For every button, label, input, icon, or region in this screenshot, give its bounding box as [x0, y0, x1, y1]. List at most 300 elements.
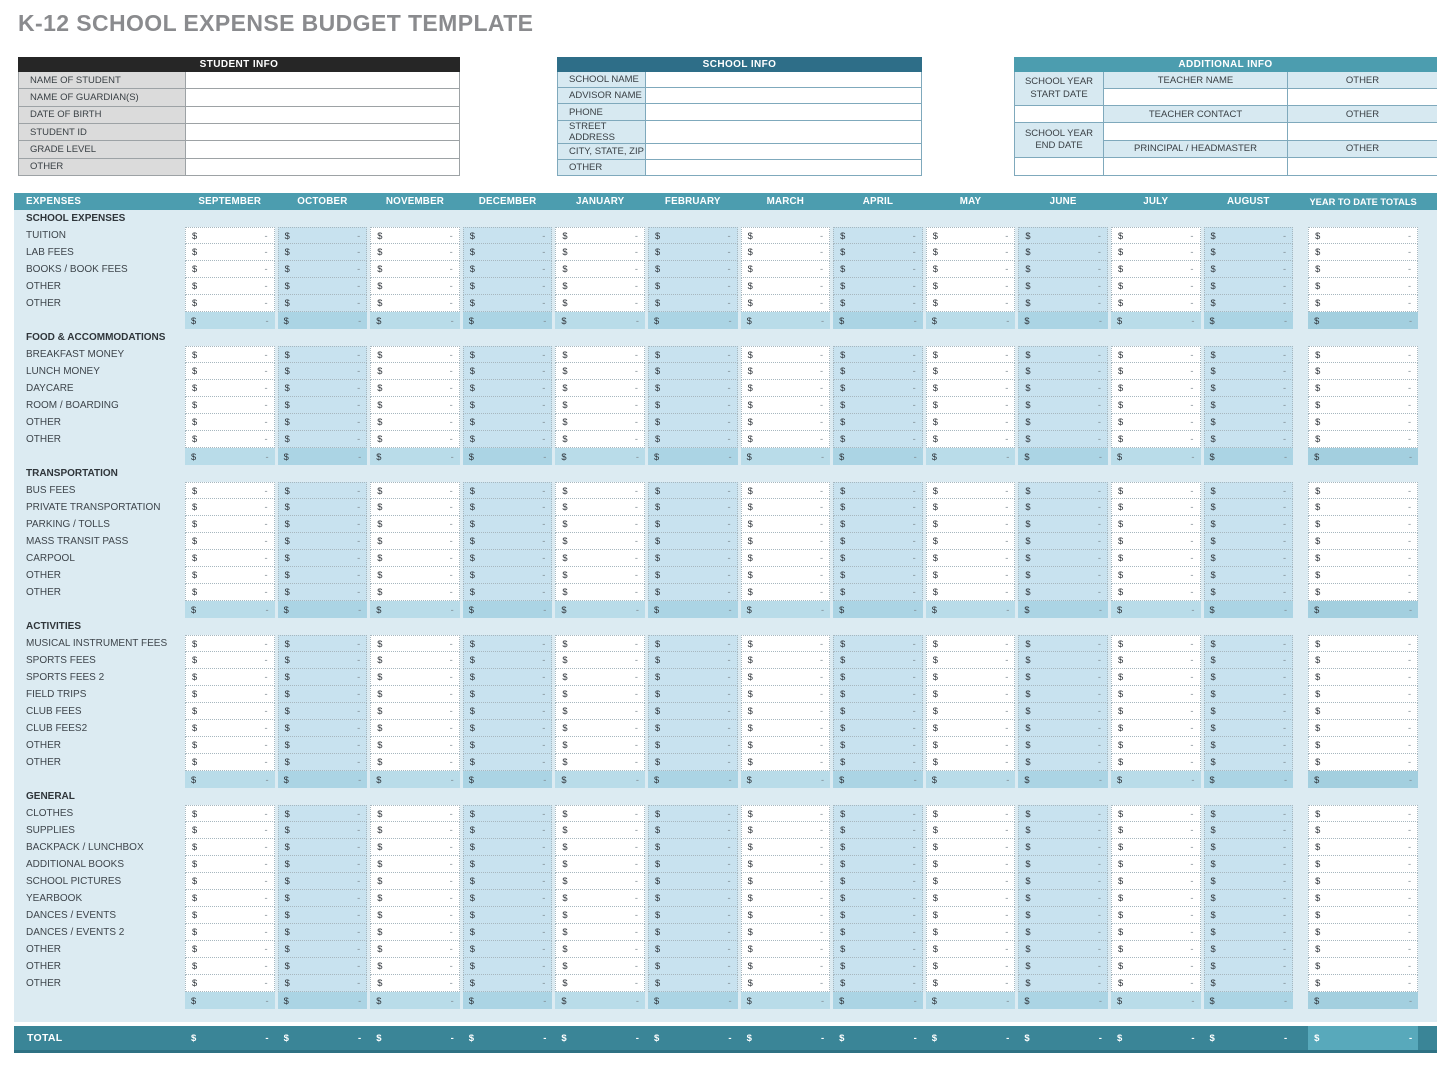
amount-cell[interactable] — [555, 295, 645, 312]
amount-cell[interactable] — [926, 567, 1016, 584]
amount-cell[interactable] — [1111, 941, 1201, 958]
amount-cell[interactable] — [278, 363, 368, 380]
amount-cell[interactable] — [463, 737, 553, 754]
amount-cell[interactable] — [1204, 873, 1294, 890]
amount-cell[interactable] — [1204, 924, 1294, 941]
amount-cell[interactable] — [370, 703, 460, 720]
amount-cell[interactable] — [555, 397, 645, 414]
amount-cell[interactable] — [741, 703, 831, 720]
amount-cell[interactable] — [463, 244, 553, 261]
amount-cell[interactable] — [1204, 822, 1294, 839]
amount-cell[interactable] — [555, 737, 645, 754]
amount-cell[interactable] — [648, 907, 738, 924]
amount-cell[interactable] — [926, 244, 1016, 261]
amount-cell[interactable] — [741, 941, 831, 958]
amount-cell[interactable] — [926, 856, 1016, 873]
amount-cell[interactable] — [741, 499, 831, 516]
amount-cell[interactable] — [1018, 550, 1108, 567]
amount-cell[interactable] — [926, 839, 1016, 856]
amount-cell[interactable] — [555, 431, 645, 448]
amount-cell[interactable] — [648, 346, 738, 363]
amount-cell[interactable] — [185, 890, 275, 907]
amount-cell[interactable] — [926, 975, 1016, 992]
amount-cell[interactable] — [741, 380, 831, 397]
amount-cell[interactable] — [648, 652, 738, 669]
amount-cell[interactable] — [1018, 278, 1108, 295]
amount-cell[interactable] — [555, 703, 645, 720]
amount-cell[interactable] — [185, 397, 275, 414]
amount-cell[interactable] — [1018, 856, 1108, 873]
amount-cell[interactable] — [926, 754, 1016, 771]
amount-cell[interactable] — [648, 499, 738, 516]
amount-cell[interactable] — [370, 720, 460, 737]
amount-cell[interactable] — [463, 295, 553, 312]
amount-cell[interactable] — [1204, 261, 1294, 278]
amount-cell[interactable] — [1111, 550, 1201, 567]
amount-cell[interactable] — [370, 499, 460, 516]
amount-cell[interactable] — [463, 958, 553, 975]
amount-cell[interactable] — [741, 839, 831, 856]
additional-field-value-cell[interactable] — [1104, 89, 1288, 106]
amount-cell[interactable] — [1111, 397, 1201, 414]
amount-cell[interactable] — [185, 414, 275, 431]
amount-cell[interactable] — [926, 550, 1016, 567]
amount-cell[interactable] — [833, 431, 923, 448]
amount-cell[interactable] — [1111, 431, 1201, 448]
amount-cell[interactable] — [1204, 652, 1294, 669]
amount-cell[interactable] — [185, 822, 275, 839]
amount-cell[interactable] — [555, 550, 645, 567]
amount-cell[interactable] — [741, 278, 831, 295]
amount-cell[interactable] — [1204, 346, 1294, 363]
amount-cell[interactable] — [833, 244, 923, 261]
amount-cell[interactable] — [463, 380, 553, 397]
amount-cell[interactable] — [463, 856, 553, 873]
amount-cell[interactable] — [370, 635, 460, 652]
amount-cell[interactable] — [1018, 397, 1108, 414]
amount-cell[interactable] — [555, 499, 645, 516]
amount-cell[interactable] — [185, 278, 275, 295]
amount-cell[interactable] — [648, 295, 738, 312]
amount-cell[interactable] — [463, 227, 553, 244]
amount-cell[interactable] — [278, 550, 368, 567]
amount-cell[interactable] — [926, 686, 1016, 703]
amount-cell[interactable] — [370, 278, 460, 295]
amount-cell[interactable] — [1111, 805, 1201, 822]
amount-cell[interactable] — [555, 414, 645, 431]
amount-cell[interactable] — [926, 516, 1016, 533]
amount-cell[interactable] — [463, 805, 553, 822]
amount-cell[interactable] — [555, 244, 645, 261]
amount-cell[interactable] — [185, 839, 275, 856]
amount-cell[interactable] — [833, 584, 923, 601]
amount-cell[interactable] — [648, 397, 738, 414]
amount-cell[interactable] — [555, 346, 645, 363]
amount-cell[interactable] — [278, 295, 368, 312]
amount-cell[interactable] — [370, 414, 460, 431]
amount-cell[interactable] — [833, 567, 923, 584]
amount-cell[interactable] — [1018, 669, 1108, 686]
amount-cell[interactable] — [1204, 805, 1294, 822]
amount-cell[interactable] — [1018, 754, 1108, 771]
amount-cell[interactable] — [463, 567, 553, 584]
amount-cell[interactable] — [741, 482, 831, 499]
amount-cell[interactable] — [185, 227, 275, 244]
amount-cell[interactable] — [1204, 295, 1294, 312]
amount-cell[interactable] — [1204, 686, 1294, 703]
amount-cell[interactable] — [926, 635, 1016, 652]
amount-cell[interactable] — [185, 346, 275, 363]
amount-cell[interactable] — [1204, 584, 1294, 601]
amount-cell[interactable] — [1111, 720, 1201, 737]
amount-cell[interactable] — [926, 431, 1016, 448]
amount-cell[interactable] — [463, 839, 553, 856]
amount-cell[interactable] — [278, 703, 368, 720]
amount-cell[interactable] — [463, 584, 553, 601]
amount-cell[interactable] — [555, 584, 645, 601]
amount-cell[interactable] — [926, 703, 1016, 720]
amount-cell[interactable] — [1018, 346, 1108, 363]
amount-cell[interactable] — [926, 737, 1016, 754]
amount-cell[interactable] — [741, 856, 831, 873]
amount-cell[interactable] — [833, 482, 923, 499]
amount-cell[interactable] — [1204, 839, 1294, 856]
amount-cell[interactable] — [370, 431, 460, 448]
amount-cell[interactable] — [926, 227, 1016, 244]
amount-cell[interactable] — [648, 924, 738, 941]
amount-cell[interactable] — [741, 975, 831, 992]
amount-cell[interactable] — [463, 414, 553, 431]
amount-cell[interactable] — [370, 958, 460, 975]
amount-cell[interactable] — [555, 975, 645, 992]
amount-cell[interactable] — [833, 958, 923, 975]
amount-cell[interactable] — [278, 924, 368, 941]
amount-cell[interactable] — [185, 635, 275, 652]
amount-cell[interactable] — [833, 873, 923, 890]
amount-cell[interactable] — [185, 261, 275, 278]
amount-cell[interactable] — [463, 924, 553, 941]
amount-cell[interactable] — [1018, 703, 1108, 720]
amount-cell[interactable] — [648, 737, 738, 754]
amount-cell[interactable] — [741, 635, 831, 652]
amount-cell[interactable] — [370, 669, 460, 686]
amount-cell[interactable] — [833, 516, 923, 533]
amount-cell[interactable] — [1111, 907, 1201, 924]
amount-cell[interactable] — [278, 533, 368, 550]
amount-cell[interactable] — [278, 516, 368, 533]
amount-cell[interactable] — [648, 278, 738, 295]
amount-cell[interactable] — [1111, 346, 1201, 363]
amount-cell[interactable] — [833, 890, 923, 907]
amount-cell[interactable] — [926, 890, 1016, 907]
amount-cell[interactable] — [741, 754, 831, 771]
amount-cell[interactable] — [1018, 839, 1108, 856]
amount-cell[interactable] — [741, 550, 831, 567]
amount-cell[interactable] — [185, 363, 275, 380]
amount-cell[interactable] — [463, 516, 553, 533]
amount-cell[interactable] — [185, 873, 275, 890]
student-field-value-cell[interactable] — [186, 72, 459, 88]
amount-cell[interactable] — [1111, 958, 1201, 975]
amount-cell[interactable] — [833, 414, 923, 431]
amount-cell[interactable] — [648, 669, 738, 686]
amount-cell[interactable] — [833, 278, 923, 295]
amount-cell[interactable] — [648, 584, 738, 601]
amount-cell[interactable] — [463, 669, 553, 686]
amount-cell[interactable] — [1111, 261, 1201, 278]
amount-cell[interactable] — [185, 567, 275, 584]
amount-cell[interactable] — [370, 584, 460, 601]
amount-cell[interactable] — [278, 975, 368, 992]
amount-cell[interactable] — [1018, 244, 1108, 261]
amount-cell[interactable] — [926, 873, 1016, 890]
amount-cell[interactable] — [463, 346, 553, 363]
amount-cell[interactable] — [278, 737, 368, 754]
amount-cell[interactable] — [185, 533, 275, 550]
amount-cell[interactable] — [741, 924, 831, 941]
amount-cell[interactable] — [278, 499, 368, 516]
amount-cell[interactable] — [370, 856, 460, 873]
amount-cell[interactable] — [648, 227, 738, 244]
amount-cell[interactable] — [648, 839, 738, 856]
amount-cell[interactable] — [1111, 652, 1201, 669]
amount-cell[interactable] — [648, 856, 738, 873]
amount-cell[interactable] — [741, 686, 831, 703]
amount-cell[interactable] — [648, 890, 738, 907]
amount-cell[interactable] — [370, 482, 460, 499]
amount-cell[interactable] — [926, 669, 1016, 686]
amount-cell[interactable] — [1204, 431, 1294, 448]
amount-cell[interactable] — [1111, 669, 1201, 686]
amount-cell[interactable] — [1111, 516, 1201, 533]
school-year-start-value-cell[interactable] — [1015, 106, 1104, 123]
amount-cell[interactable] — [1111, 567, 1201, 584]
amount-cell[interactable] — [370, 533, 460, 550]
amount-cell[interactable] — [185, 907, 275, 924]
amount-cell[interactable] — [463, 278, 553, 295]
amount-cell[interactable] — [1204, 278, 1294, 295]
amount-cell[interactable] — [1204, 363, 1294, 380]
additional-other-value-cell[interactable] — [1288, 89, 1437, 106]
student-field-value-cell[interactable] — [186, 141, 459, 157]
amount-cell[interactable] — [463, 363, 553, 380]
amount-cell[interactable] — [185, 737, 275, 754]
amount-cell[interactable] — [1018, 533, 1108, 550]
amount-cell[interactable] — [463, 482, 553, 499]
amount-cell[interactable] — [1018, 482, 1108, 499]
amount-cell[interactable] — [185, 958, 275, 975]
amount-cell[interactable] — [278, 822, 368, 839]
amount-cell[interactable] — [833, 397, 923, 414]
amount-cell[interactable] — [463, 499, 553, 516]
amount-cell[interactable] — [741, 720, 831, 737]
amount-cell[interactable] — [926, 958, 1016, 975]
amount-cell[interactable] — [555, 822, 645, 839]
amount-cell[interactable] — [741, 567, 831, 584]
amount-cell[interactable] — [555, 567, 645, 584]
amount-cell[interactable] — [1018, 227, 1108, 244]
amount-cell[interactable] — [1018, 516, 1108, 533]
amount-cell[interactable] — [555, 941, 645, 958]
school-field-value-cell[interactable] — [646, 160, 921, 175]
amount-cell[interactable] — [1204, 941, 1294, 958]
amount-cell[interactable] — [463, 533, 553, 550]
amount-cell[interactable] — [555, 227, 645, 244]
amount-cell[interactable] — [1204, 635, 1294, 652]
amount-cell[interactable] — [555, 720, 645, 737]
amount-cell[interactable] — [555, 516, 645, 533]
amount-cell[interactable] — [1018, 907, 1108, 924]
amount-cell[interactable] — [278, 244, 368, 261]
amount-cell[interactable] — [1018, 890, 1108, 907]
amount-cell[interactable] — [278, 431, 368, 448]
amount-cell[interactable] — [833, 346, 923, 363]
amount-cell[interactable] — [741, 397, 831, 414]
amount-cell[interactable] — [278, 669, 368, 686]
amount-cell[interactable] — [185, 669, 275, 686]
amount-cell[interactable] — [1111, 890, 1201, 907]
amount-cell[interactable] — [370, 295, 460, 312]
amount-cell[interactable] — [1018, 720, 1108, 737]
amount-cell[interactable] — [833, 227, 923, 244]
amount-cell[interactable] — [926, 907, 1016, 924]
amount-cell[interactable] — [370, 652, 460, 669]
amount-cell[interactable] — [648, 958, 738, 975]
amount-cell[interactable] — [185, 856, 275, 873]
amount-cell[interactable] — [1018, 380, 1108, 397]
amount-cell[interactable] — [278, 380, 368, 397]
amount-cell[interactable] — [185, 516, 275, 533]
amount-cell[interactable] — [555, 669, 645, 686]
amount-cell[interactable] — [926, 261, 1016, 278]
amount-cell[interactable] — [555, 890, 645, 907]
amount-cell[interactable] — [370, 516, 460, 533]
amount-cell[interactable] — [555, 261, 645, 278]
amount-cell[interactable] — [278, 227, 368, 244]
amount-cell[interactable] — [833, 737, 923, 754]
amount-cell[interactable] — [278, 584, 368, 601]
additional-field-value-cell[interactable] — [1104, 123, 1288, 140]
amount-cell[interactable] — [926, 414, 1016, 431]
amount-cell[interactable] — [555, 805, 645, 822]
amount-cell[interactable] — [278, 652, 368, 669]
amount-cell[interactable] — [370, 380, 460, 397]
amount-cell[interactable] — [1111, 856, 1201, 873]
amount-cell[interactable] — [926, 278, 1016, 295]
student-field-value-cell[interactable] — [186, 124, 459, 140]
amount-cell[interactable] — [833, 805, 923, 822]
amount-cell[interactable] — [370, 890, 460, 907]
amount-cell[interactable] — [185, 924, 275, 941]
amount-cell[interactable] — [1204, 516, 1294, 533]
amount-cell[interactable] — [370, 737, 460, 754]
amount-cell[interactable] — [185, 295, 275, 312]
amount-cell[interactable] — [463, 431, 553, 448]
amount-cell[interactable] — [648, 635, 738, 652]
amount-cell[interactable] — [370, 397, 460, 414]
amount-cell[interactable] — [741, 907, 831, 924]
amount-cell[interactable] — [1204, 397, 1294, 414]
amount-cell[interactable] — [185, 380, 275, 397]
amount-cell[interactable] — [555, 686, 645, 703]
school-year-end-value-cell[interactable] — [1015, 158, 1104, 175]
amount-cell[interactable] — [741, 737, 831, 754]
amount-cell[interactable] — [1204, 499, 1294, 516]
amount-cell[interactable] — [185, 941, 275, 958]
amount-cell[interactable] — [741, 873, 831, 890]
amount-cell[interactable] — [463, 754, 553, 771]
amount-cell[interactable] — [555, 873, 645, 890]
amount-cell[interactable] — [833, 822, 923, 839]
amount-cell[interactable] — [370, 941, 460, 958]
school-field-value-cell[interactable] — [646, 72, 921, 87]
amount-cell[interactable] — [1018, 567, 1108, 584]
amount-cell[interactable] — [741, 652, 831, 669]
amount-cell[interactable] — [926, 924, 1016, 941]
amount-cell[interactable] — [648, 873, 738, 890]
amount-cell[interactable] — [370, 924, 460, 941]
amount-cell[interactable] — [648, 261, 738, 278]
amount-cell[interactable] — [1018, 414, 1108, 431]
amount-cell[interactable] — [648, 244, 738, 261]
amount-cell[interactable] — [463, 975, 553, 992]
amount-cell[interactable] — [278, 958, 368, 975]
amount-cell[interactable] — [648, 703, 738, 720]
amount-cell[interactable] — [833, 924, 923, 941]
amount-cell[interactable] — [1018, 975, 1108, 992]
amount-cell[interactable] — [926, 499, 1016, 516]
amount-cell[interactable] — [555, 652, 645, 669]
amount-cell[interactable] — [278, 856, 368, 873]
amount-cell[interactable] — [1204, 414, 1294, 431]
amount-cell[interactable] — [741, 533, 831, 550]
amount-cell[interactable] — [833, 856, 923, 873]
amount-cell[interactable] — [555, 958, 645, 975]
student-field-value-cell[interactable] — [186, 107, 459, 123]
amount-cell[interactable] — [1204, 720, 1294, 737]
amount-cell[interactable] — [1204, 737, 1294, 754]
amount-cell[interactable] — [278, 754, 368, 771]
additional-other-value-cell[interactable] — [1288, 123, 1437, 140]
amount-cell[interactable] — [370, 822, 460, 839]
amount-cell[interactable] — [555, 839, 645, 856]
amount-cell[interactable] — [741, 346, 831, 363]
amount-cell[interactable] — [1204, 669, 1294, 686]
amount-cell[interactable] — [648, 482, 738, 499]
amount-cell[interactable] — [278, 873, 368, 890]
amount-cell[interactable] — [185, 754, 275, 771]
school-field-value-cell[interactable] — [646, 104, 921, 119]
amount-cell[interactable] — [1018, 363, 1108, 380]
amount-cell[interactable] — [833, 635, 923, 652]
school-field-value-cell[interactable] — [646, 88, 921, 103]
amount-cell[interactable] — [648, 754, 738, 771]
amount-cell[interactable] — [833, 669, 923, 686]
amount-cell[interactable] — [1018, 584, 1108, 601]
amount-cell[interactable] — [648, 567, 738, 584]
amount-cell[interactable] — [555, 754, 645, 771]
amount-cell[interactable] — [741, 890, 831, 907]
amount-cell[interactable] — [648, 431, 738, 448]
amount-cell[interactable] — [555, 482, 645, 499]
amount-cell[interactable] — [1018, 261, 1108, 278]
amount-cell[interactable] — [278, 635, 368, 652]
amount-cell[interactable] — [926, 720, 1016, 737]
amount-cell[interactable] — [648, 975, 738, 992]
amount-cell[interactable] — [555, 380, 645, 397]
amount-cell[interactable] — [648, 720, 738, 737]
amount-cell[interactable] — [1204, 482, 1294, 499]
